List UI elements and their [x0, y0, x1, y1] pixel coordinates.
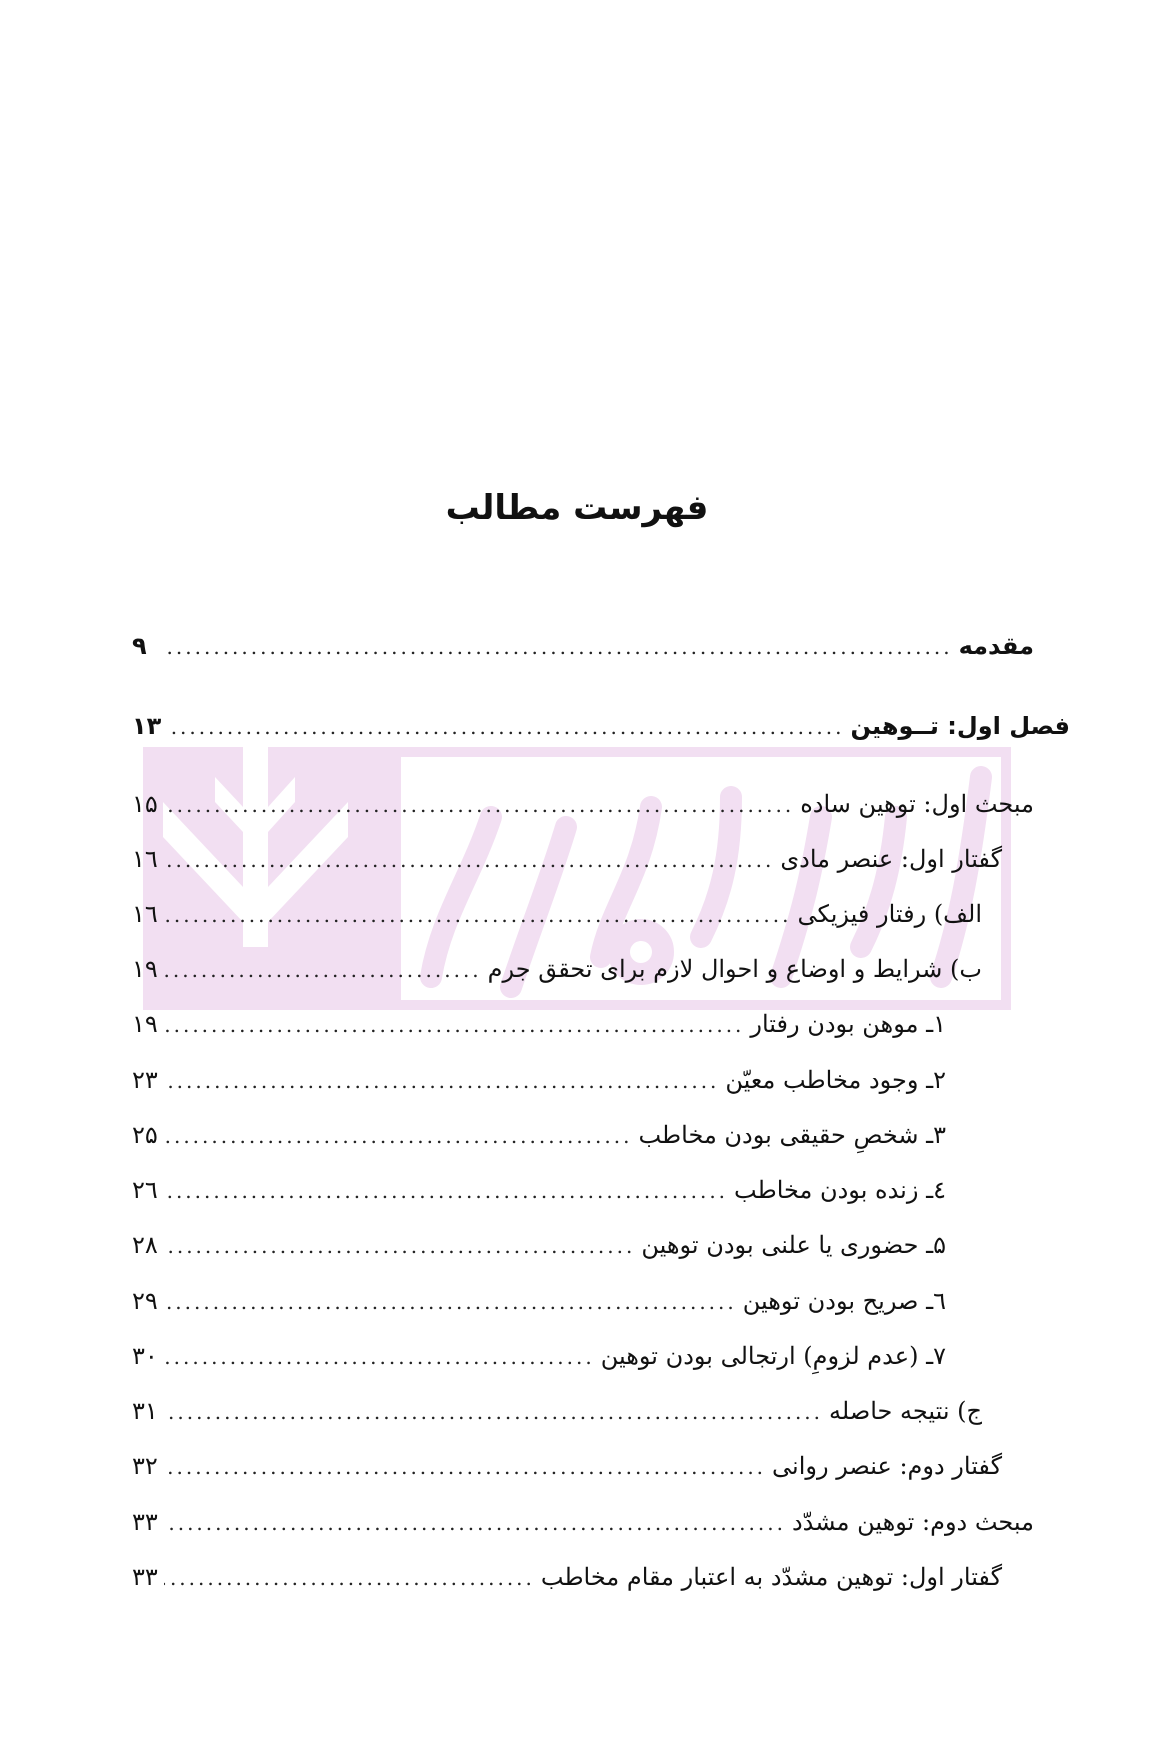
toc-entry[interactable]	[132, 712, 1070, 740]
toc-entry[interactable]	[132, 845, 1002, 873]
leader-dots	[164, 1290, 737, 1314]
toc-entry[interactable]	[132, 1231, 946, 1259]
toc-entry-title: مبحث دوم: توهین مشدّد	[791, 1508, 1034, 1536]
toc-entry[interactable]	[132, 1121, 946, 1149]
toc-entry-title: گفتار اول: توهین مشدّد به اعتبار مقام مخاطب	[540, 1563, 1002, 1591]
toc-entry[interactable]	[132, 1010, 946, 1038]
leader-dots	[164, 1234, 635, 1258]
toc-entry[interactable]	[132, 790, 1034, 818]
toc-entry-title: ۳ـ شخصِ حقیقی بودن مخاطب	[638, 1121, 946, 1149]
toc-entry[interactable]	[132, 1176, 946, 1204]
toc-entry-page: ۳۳	[132, 1508, 158, 1536]
toc-entry-page: ۲۳	[132, 1066, 158, 1094]
toc-entry[interactable]	[132, 1287, 946, 1315]
leader-dots	[164, 1013, 744, 1037]
toc-entry-title: ۷ـ (عدم لزومِ) ارتجالی بودن توهین	[600, 1342, 946, 1370]
toc-entry-page: ۲۵	[132, 1121, 158, 1149]
leader-dots	[164, 958, 482, 982]
leader-dots	[164, 1400, 823, 1424]
toc-entry-page: ۳۰	[132, 1342, 158, 1370]
toc-entry-title: ۵ـ حضوری یا علنی بودن توهین	[641, 1231, 946, 1259]
toc-entry-title: ب) شرایط و اوضاع و احوال لازم برای تحقق جرم	[487, 955, 982, 983]
toc-entry-title: ج) نتیجه حاصله	[829, 1397, 982, 1425]
toc-entry-title: ۲ـ وجود مخاطب معیّن	[725, 1066, 946, 1094]
leader-dots	[164, 1124, 632, 1148]
leader-dots	[164, 1566, 535, 1590]
leader-dots	[164, 1179, 728, 1203]
toc-entry-page: ۹	[132, 632, 147, 660]
toc-entry-title: ٤ـ زنده بودن مخاطب	[734, 1176, 946, 1204]
leader-dots	[167, 715, 844, 739]
toc-entry-page: ۲۸	[132, 1231, 158, 1259]
toc-entry-page: ۱۵	[132, 790, 158, 818]
toc-entry[interactable]	[132, 900, 982, 928]
toc-entry-page: ۱٦	[132, 900, 158, 928]
toc-entry-page: ۳۲	[132, 1452, 158, 1480]
toc-entry[interactable]	[132, 632, 1034, 660]
toc-entry-title: ٦ـ صریح بودن توهین	[742, 1287, 946, 1315]
toc-entry-page: ۲٦	[132, 1176, 158, 1204]
toc-entry-title: گفتار اول: عنصر مادی	[780, 845, 1002, 873]
toc-entry-title: ۱ـ موهن بودن رفتار	[750, 1010, 946, 1038]
page-title: فهرست مطالب	[445, 488, 709, 528]
toc-entry-page: ۲۹	[132, 1287, 158, 1315]
leader-dots	[164, 1511, 786, 1535]
toc-entry[interactable]	[132, 1508, 1034, 1536]
toc-entry-page: ۱۳	[132, 712, 162, 740]
toc-entry-page: ۳۱	[132, 1397, 158, 1425]
toc-entry[interactable]	[132, 1066, 946, 1094]
toc-entry-title: مبحث اول: توهین ساده	[800, 790, 1034, 818]
leader-dots	[164, 635, 953, 659]
leader-dots	[164, 1345, 595, 1369]
toc-entry[interactable]	[132, 1452, 1002, 1480]
toc-entry[interactable]	[132, 1397, 982, 1425]
toc-entry-page: ۱۹	[132, 955, 158, 983]
toc-entry[interactable]	[132, 955, 982, 983]
leader-dots	[164, 1069, 719, 1093]
toc-entry-page: ۱۹	[132, 1010, 158, 1038]
leader-dots	[164, 1455, 766, 1479]
leader-dots	[164, 848, 774, 872]
toc-entry-title: الف) رفتار فیزیکی	[797, 900, 982, 928]
toc-entry[interactable]	[132, 1563, 1002, 1591]
toc-entry-page: ۱٦	[132, 845, 158, 873]
toc-entry-title: گفتار دوم: عنصر روانی	[772, 1452, 1002, 1480]
toc-entry-page: ۳۳	[132, 1563, 158, 1591]
toc-entry-title: مقدمه	[958, 632, 1034, 660]
leader-dots	[164, 903, 791, 927]
toc-entry[interactable]	[132, 1342, 946, 1370]
toc-entry-title: فصل اول: تــوهین	[850, 712, 1070, 740]
leader-dots	[164, 793, 794, 817]
